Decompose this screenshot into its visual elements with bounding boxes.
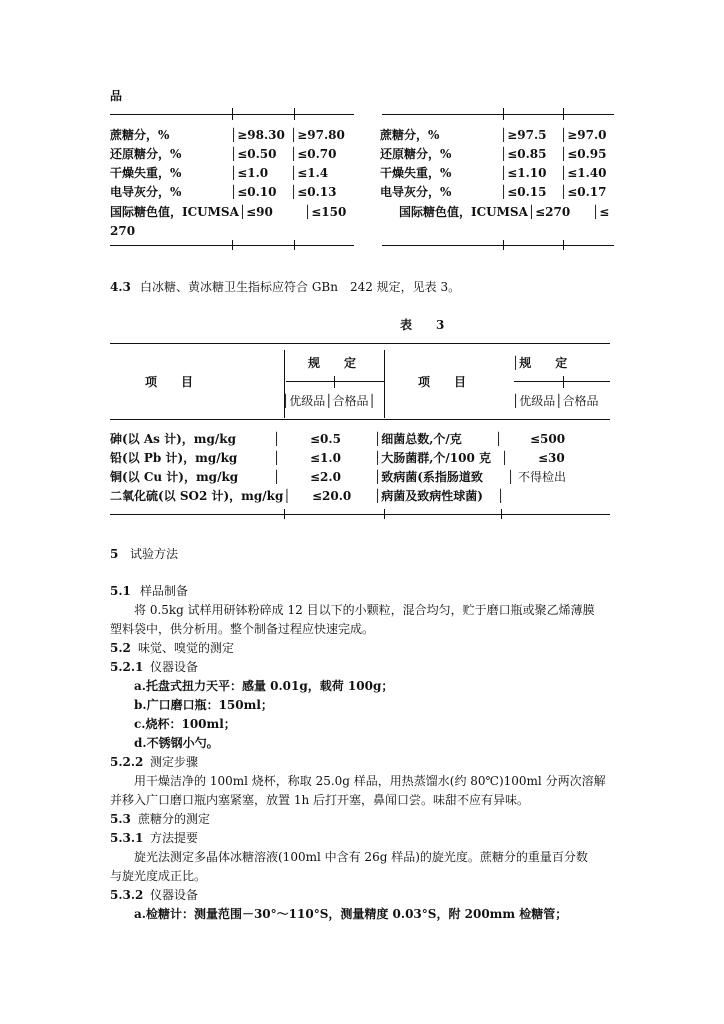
- column-subheader: │优级品│合格品│: [282, 394, 376, 408]
- table-tick: [232, 108, 233, 120]
- column-subheader: │优级品│合格品: [512, 394, 599, 408]
- table-column-rule: [384, 350, 385, 418]
- table-tick: [501, 509, 502, 519]
- paragraph-line: 塑料袋中，供分析用。整个制备过程应快速完成。: [110, 622, 375, 636]
- row-label: 干燥失重，%: [380, 166, 452, 180]
- paragraph-line: 用干燥洁净的 100ml 烧杯，称取 25.0g 样品，用热蒸馏水(约 80℃)100ml 分两次溶解: [134, 774, 606, 788]
- table-row-sep: │: [501, 451, 509, 465]
- row-label: 国际糖色值，ICUMSA│≤90: [110, 205, 273, 219]
- table-header-rule: [286, 381, 384, 382]
- row-wrap-value: 270: [110, 224, 136, 238]
- table-row-sep: │: [495, 432, 503, 446]
- row-label: 还原糖分，%: [380, 147, 452, 161]
- list-item: a.托盘式扭力天平：感量 0.01g，载荷 100g；: [134, 679, 394, 693]
- table-row-label: 二氧化硫(以 SO2 计)，mg/kg│: [110, 489, 291, 503]
- table-header-rule: [514, 381, 610, 382]
- section-title: 测定步骤: [150, 755, 199, 769]
- row-label: 蔗糖分，%: [380, 128, 440, 142]
- table-header-bottom-rule: [110, 419, 610, 420]
- table-row-value: 不得检出: [518, 470, 567, 484]
- table-tick: [563, 240, 564, 250]
- row-value: │≤1.40: [560, 166, 607, 180]
- table-row-label: │大肠菌群,个/100 克: [374, 451, 492, 465]
- row-value: │≥97.5: [500, 128, 547, 142]
- table-tick: [384, 509, 385, 519]
- row-value: │≤0.17: [560, 185, 607, 199]
- section-number: 5.3.1: [110, 831, 144, 845]
- row-value: │≤0.95: [560, 147, 607, 161]
- table-row-label: 铜(以 Cu 计)，mg/kg: [110, 470, 239, 484]
- table-row-value: ≤2.0: [310, 470, 341, 484]
- row-value: │≤: [592, 205, 610, 219]
- row-value: │≤150: [304, 205, 347, 219]
- row-value: │≤0.70: [290, 147, 337, 161]
- section-number: 5.2.1: [110, 660, 144, 674]
- table-caption: 表 3: [400, 318, 445, 332]
- section-title: 仪器设备: [150, 888, 199, 902]
- table-tick: [294, 108, 295, 120]
- table-tick: [232, 240, 233, 250]
- row-value: │≤0.85: [500, 147, 547, 161]
- section-title: 味觉、嗅觉的测定: [138, 641, 235, 655]
- table-rule-top: [382, 114, 614, 115]
- table-row-sep: │: [273, 432, 281, 446]
- section-title: 试验方法: [130, 547, 179, 561]
- table-row-value: ≤20.0: [312, 489, 352, 503]
- clause-number: 4.3: [110, 280, 131, 294]
- section-title: 蔗糖分的测定: [138, 812, 211, 826]
- table-row-value: ≤30: [538, 451, 565, 465]
- section-number: 5.3.2: [110, 888, 144, 902]
- table-tick: [284, 509, 285, 519]
- section-number: 5.2.2: [110, 755, 144, 769]
- table-row-sep: │: [273, 451, 281, 465]
- row-value: │≤0.13: [290, 185, 337, 199]
- section-title: 方法提要: [150, 831, 199, 845]
- table-rule-top: [110, 343, 610, 344]
- table-row-label: │病菌及致病性球菌): [374, 489, 483, 503]
- section-number: 5.1: [110, 584, 131, 598]
- table-row-sep: │: [497, 489, 505, 503]
- row-label: 电导灰分，%: [110, 185, 182, 199]
- row-value: │≥97.0: [560, 128, 607, 142]
- row-label: 干燥失重，%: [110, 166, 182, 180]
- section-title: 样品制备: [140, 584, 189, 598]
- table-row-value: ≤500: [530, 432, 566, 446]
- column-header-spec: │规 定: [512, 356, 568, 370]
- row-value: │≤1.4: [290, 166, 329, 180]
- section-number: 5.3: [110, 812, 131, 826]
- paragraph-line: 将 0.5kg 试样用研钵粉碎成 12 目以下的小颗粒，混合均匀，贮于磨口瓶或聚乙烯薄膜: [134, 603, 595, 617]
- list-item: c.烧杯：100ml；: [134, 717, 236, 731]
- row-value: │≤0.15: [500, 185, 547, 199]
- row-label: 蔗糖分，%: [110, 128, 170, 142]
- table-row-label: │细菌总数,个/克: [374, 432, 462, 446]
- table-rule-bottom: [110, 514, 610, 515]
- table-tick: [294, 240, 295, 250]
- table-row-value: ≤1.0: [310, 451, 341, 465]
- table-tick: [563, 108, 564, 120]
- row-label: 电导灰分，%: [380, 185, 452, 199]
- table-tick: [563, 376, 564, 388]
- table-row-label: 砷(以 As 计)，mg/kg: [110, 432, 236, 446]
- row-value: │≤0.50: [230, 147, 277, 161]
- table-row-sep: │: [507, 470, 515, 484]
- top-fragment: 品: [110, 89, 123, 103]
- list-item: b.广口磨口瓶：150ml；: [134, 698, 273, 712]
- table-tick: [503, 108, 504, 120]
- list-item: a.检糖计：测量范围－30°～110°S，测量精度 0.03°S，附 200mm 检糖管；: [134, 907, 568, 921]
- row-value: │≥97.80: [290, 128, 345, 142]
- section-number: 5.2: [110, 641, 131, 655]
- row-label: 国际糖色值，ICUMSA│≤270: [399, 205, 571, 219]
- row-value: │≤1.10: [500, 166, 547, 180]
- section-title: 仪器设备: [150, 660, 199, 674]
- table-row-sep: │: [273, 470, 281, 484]
- table-row-label: 铅(以 Pb 计)，mg/kg: [110, 451, 238, 465]
- section-number: 5: [110, 547, 119, 561]
- column-header-item: 项 目: [145, 375, 194, 389]
- clause-text: 白冰糖、黄冰糖卫生指标应符合 GBn 242 规定，见表 3。: [140, 280, 461, 294]
- table-tick: [503, 240, 504, 250]
- column-header-item: 项 目: [418, 375, 467, 389]
- table-tick: [334, 376, 335, 388]
- paragraph-line: 与旋光度成正比。: [110, 869, 207, 883]
- row-label: 还原糖分，%: [110, 147, 182, 161]
- table-row-label: │致病菌(系指肠道致: [374, 470, 483, 484]
- row-value: │≤0.10: [230, 185, 277, 199]
- table-rule-bottom: [382, 245, 614, 246]
- column-header-spec: 规 定: [308, 356, 357, 370]
- list-item: d.不锈钢小勺。: [134, 736, 219, 750]
- paragraph-line: 并移入广口磨口瓶内塞紧塞，放置 1h 后打开塞，鼻闻口尝。味甜不应有异味。: [110, 793, 529, 807]
- row-value: │≤1.0: [230, 166, 269, 180]
- table-row-value: ≤0.5: [310, 432, 341, 446]
- paragraph-line: 旋光法测定多晶体冰糖溶液(100ml 中含有 26g 样品)的旋光度。蔗糖分的重量百分数: [134, 850, 588, 864]
- row-value: │≥98.30: [230, 128, 285, 142]
